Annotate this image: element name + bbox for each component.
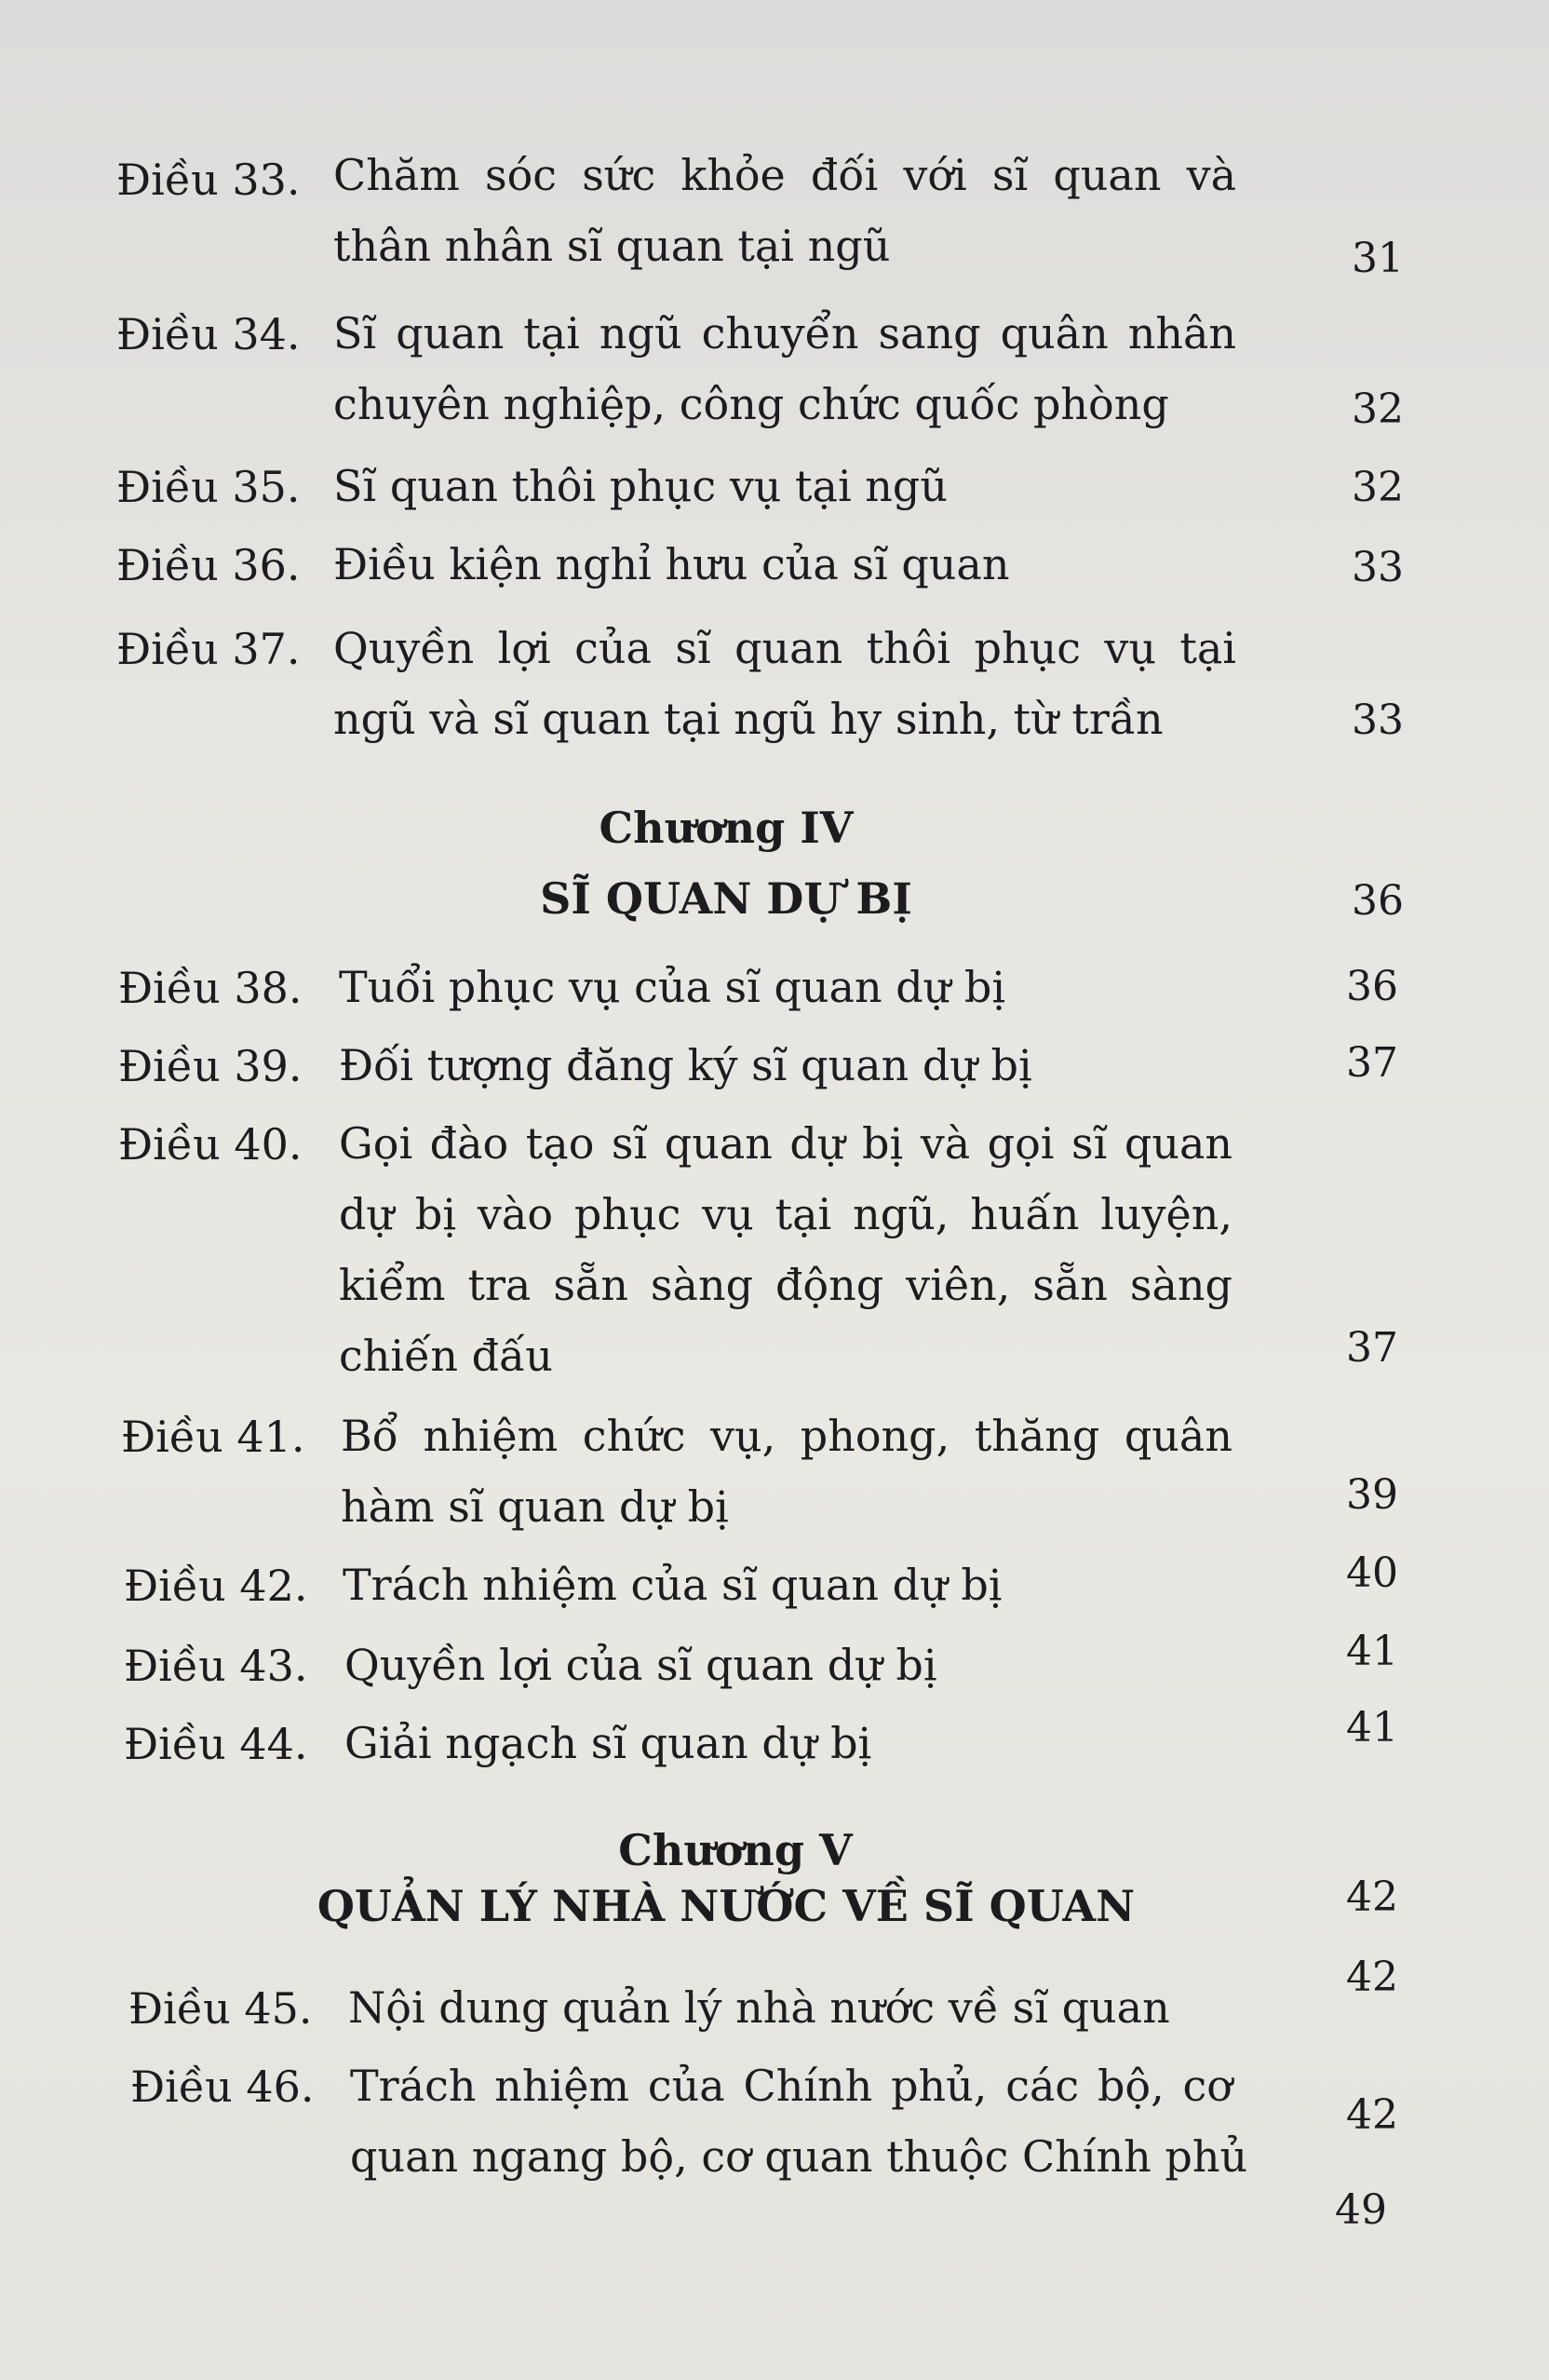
title-line: dự bị vào phục vụ tại ngũ, huấn luyện, <box>339 1189 1232 1239</box>
title-line: Quyền lợi của sĩ quan dự bị <box>344 1640 937 1690</box>
page-ref: 42 <box>1346 1873 1398 1921</box>
article-title <box>333 140 1236 281</box>
title-line: Trách nhiệm của Chính phủ, các bộ, cơ <box>350 2061 1232 2111</box>
page-ref: 39 <box>1346 1471 1398 1519</box>
page-ref: 37 <box>1346 1324 1398 1372</box>
article-label: Điều 39. <box>118 1041 303 1091</box>
title-line: quan ngang bộ, cơ quan thuộc Chính phủ <box>350 2131 1248 2182</box>
article-label: Điều 35. <box>116 462 301 512</box>
chapter-title: SĨ QUAN DỰ BỊ <box>540 873 912 924</box>
article-label: Điều 40. <box>118 1119 303 1170</box>
page-ref: 33 <box>1352 544 1404 591</box>
article-label: Điều 38. <box>118 963 303 1013</box>
title-line: Quyền lợi của sĩ quan thôi phục vụ tại <box>333 623 1236 673</box>
article-label: Điều 46. <box>130 2062 315 2112</box>
title-line: Đối tượng đăng ký sĩ quan dự bị <box>339 1040 1032 1090</box>
chapter-heading: Chương IV <box>599 803 854 853</box>
page-ref: 36 <box>1346 963 1398 1010</box>
title-line: chuyên nghiệp, công chức quốc phòng <box>333 379 1169 429</box>
page-ref: 40 <box>1346 1549 1398 1597</box>
page-number: 49 <box>1335 2186 1387 2234</box>
page-ref: 36 <box>1352 877 1404 925</box>
article-title <box>348 1972 1232 2043</box>
title-line: Nội dung quản lý nhà nước về sĩ quan <box>348 1982 1170 2033</box>
page-ref: 32 <box>1352 385 1404 433</box>
title-line: Sĩ quan tại ngũ chuyển sang quân nhân <box>333 308 1236 358</box>
title-line: thân nhân sĩ quan tại ngũ <box>333 221 891 271</box>
page-ref: 42 <box>1346 2091 1398 2139</box>
article-title <box>339 1030 1232 1101</box>
article-label: Điều 42. <box>124 1561 308 1611</box>
article-title <box>339 1108 1232 1391</box>
article-title <box>333 451 1236 521</box>
article-label: Điều 34. <box>116 309 301 359</box>
title-line: Trách nhiệm của sĩ quan dự bị <box>343 1560 1003 1610</box>
page-ref: 31 <box>1352 235 1404 282</box>
page-ref: 41 <box>1346 1628 1398 1675</box>
article-title <box>350 2050 1248 2192</box>
article-label: Điều 33. <box>116 155 301 205</box>
title-line: Bổ nhiệm chức vụ, phong, thăng quân <box>341 1411 1232 1461</box>
article-title <box>333 298 1236 439</box>
page-ref: 42 <box>1346 1954 1398 2001</box>
title-line: hàm sĩ quan dự bị <box>341 1481 729 1532</box>
article-label: Điều 44. <box>124 1719 308 1769</box>
title-line: ngũ và sĩ quan tại ngũ hy sinh, từ trần <box>333 694 1164 744</box>
article-title <box>333 529 1236 600</box>
article-title <box>339 952 1232 1022</box>
article-label: Điều 37. <box>116 624 301 674</box>
article-title <box>343 1549 1232 1620</box>
title-line: Gọi đào tạo sĩ quan dự bị và gọi sĩ quan <box>339 1118 1232 1169</box>
page-ref: 32 <box>1352 464 1404 511</box>
title-line: kiểm tra sẵn sàng động viên, sẵn sàng <box>339 1260 1232 1310</box>
chapter-heading: Chương V <box>618 1825 853 1875</box>
title-line: Điều kiện nghỉ hưu của sĩ quan <box>333 539 1010 589</box>
title-line: Giải ngạch sĩ quan dự bị <box>344 1718 872 1768</box>
title-line: Sĩ quan thôi phục vụ tại ngũ <box>333 461 948 511</box>
title-line: Chăm sóc sức khỏe đối với sĩ quan và <box>333 150 1236 200</box>
page-ref: 33 <box>1352 696 1404 744</box>
article-label: Điều 43. <box>124 1641 308 1691</box>
article-title <box>341 1400 1232 1542</box>
article-label: Điều 45. <box>128 1983 313 2034</box>
article-title <box>333 613 1236 754</box>
title-line: chiến đấu <box>339 1331 553 1381</box>
article-label: Điều 36. <box>116 540 301 590</box>
page-ref: 37 <box>1346 1039 1398 1087</box>
chapter-title: QUẢN LÝ NHÀ NƯỚC VỀ SĨ QUAN <box>317 1881 1136 1931</box>
article-title <box>344 1629 1232 1700</box>
article-title <box>344 1708 1232 1778</box>
title-line: Tuổi phục vụ của sĩ quan dự bị <box>339 962 1006 1012</box>
article-label: Điều 41. <box>121 1412 305 1462</box>
page-ref: 41 <box>1346 1704 1398 1751</box>
